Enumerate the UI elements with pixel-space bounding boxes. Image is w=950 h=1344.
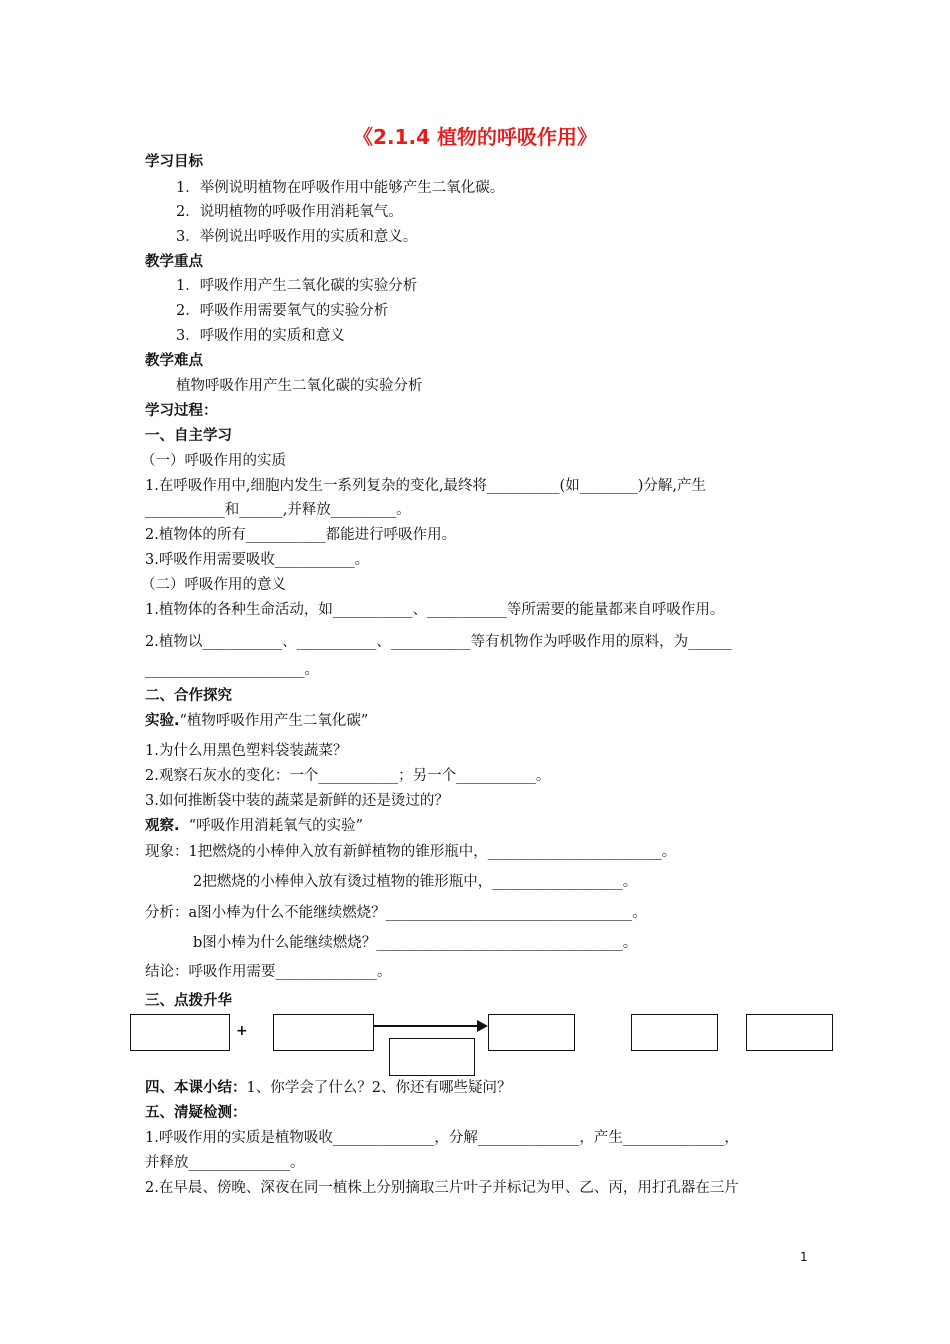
section-5-heading: 五、清疑检测： [145, 1105, 247, 1121]
key-item: 3．呼吸作用的实质和意义 [176, 328, 345, 344]
key-item: 2．呼吸作用需要氧气的实验分析 [176, 303, 389, 319]
difficulty-heading: 教学难点 [145, 353, 203, 369]
experiment-label: 实验. [145, 713, 180, 729]
page-number: 1 [800, 1250, 808, 1264]
question-line: 1.在呼吸作用中,细胞内发生一系列复杂的变化,最终将__________(如________)分解,产生 [145, 478, 706, 494]
question-line: 1.为什么用黑色塑料袋装蔬菜？ [145, 743, 348, 759]
observation-line: 2把燃烧的小棒伸入放有烫过植物的锥形瓶中，__________________。 [193, 874, 638, 890]
goals-heading: 学习目标 [145, 154, 203, 170]
plus-sign: + [236, 1023, 248, 1039]
diagram-box [488, 1014, 575, 1051]
summary-line [145, 1078, 511, 1098]
diagram-box [389, 1038, 475, 1076]
goal-item: 3．举例说出呼吸作用的实质和意义。 [176, 229, 418, 245]
process-heading: 学习过程： [145, 403, 218, 419]
observation-title: “呼吸作用消耗氧气的实验” [188, 818, 364, 834]
page-title: 《2.1.4 植物的呼吸作用》 [353, 125, 597, 149]
diagram-box [130, 1014, 230, 1051]
section-2-heading: 二、合作探究 [145, 688, 232, 704]
question-line: 2.植物以___________、___________、___________等有机物作为呼吸作用的原料，为______ [145, 634, 732, 650]
key-heading: 教学重点 [145, 254, 203, 270]
diagram-box [273, 1014, 374, 1051]
question-line: 3.如何推断袋中装的蔬菜是新鲜的还是烫过的？ [145, 793, 449, 809]
observation-label: 观察. [145, 818, 180, 834]
arrow-line [374, 1025, 478, 1027]
diagram-box [631, 1014, 718, 1051]
conclusion-line: 结论：呼吸作用需要______________。 [145, 964, 392, 980]
section-4-heading: 四、本课小结： [145, 1080, 247, 1096]
question-line: ______________________。 [145, 662, 319, 678]
question-line: 2.在早晨、傍晚、深夜在同一植株上分别摘取三片叶子并标记为甲、乙、丙，用打孔器在三片 [145, 1180, 739, 1196]
subsection-heading: （二）呼吸作用的意义 [141, 577, 286, 593]
analysis-line: 分析：a图小棒为什么不能继续燃烧？__________________________________。 [145, 905, 647, 921]
question-line: 并释放______________。 [145, 1155, 305, 1171]
arrow-head-icon [477, 1020, 488, 1032]
question-line: ___________和______,并释放_________。 [145, 502, 411, 518]
subsection-heading: （一）呼吸作用的实质 [141, 453, 286, 469]
section-3-heading: 三、点拨升华 [145, 993, 232, 1009]
question-line: 2.观察石灰水的变化：一个___________；另一个___________。 [145, 768, 551, 784]
question-line: 1.植物体的各种生命活动，如___________、___________等所需要的能量都来自呼吸作用。 [145, 602, 725, 618]
experiment-title-line [145, 711, 368, 731]
observation-line: 现象：1把燃烧的小棒伸入放有新鲜植物的锥形瓶中，________________________。 [145, 844, 677, 860]
difficulty-text: 植物呼吸作用产生二氧化碳的实验分析 [176, 378, 423, 394]
summary-text: 1、你学会了什么？2、你还有哪些疑问？ [246, 1080, 512, 1096]
experiment-title: “植物呼吸作用产生二氧化碳” [179, 713, 369, 729]
question-line: 1.呼吸作用的实质是植物吸收______________，分解______________，产生______________， [145, 1130, 739, 1146]
goal-item: 1．举例说明植物在呼吸作用中能够产生二氧化碳。 [176, 180, 505, 196]
key-item: 1．呼吸作用产生二氧化碳的实验分析 [176, 278, 418, 294]
diagram-box [746, 1014, 833, 1051]
question-line: 2.植物体的所有___________都能进行呼吸作用。 [145, 527, 457, 543]
question-line: 3.呼吸作用需要吸收___________。 [145, 552, 370, 568]
analysis-line: b图小棒为什么能继续燃烧？__________________________________。 [193, 935, 638, 951]
section-1-heading: 一、自主学习 [145, 428, 232, 444]
observation-title-line [145, 816, 363, 836]
goal-item: 2．说明植物的呼吸作用消耗氧气。 [176, 204, 403, 220]
